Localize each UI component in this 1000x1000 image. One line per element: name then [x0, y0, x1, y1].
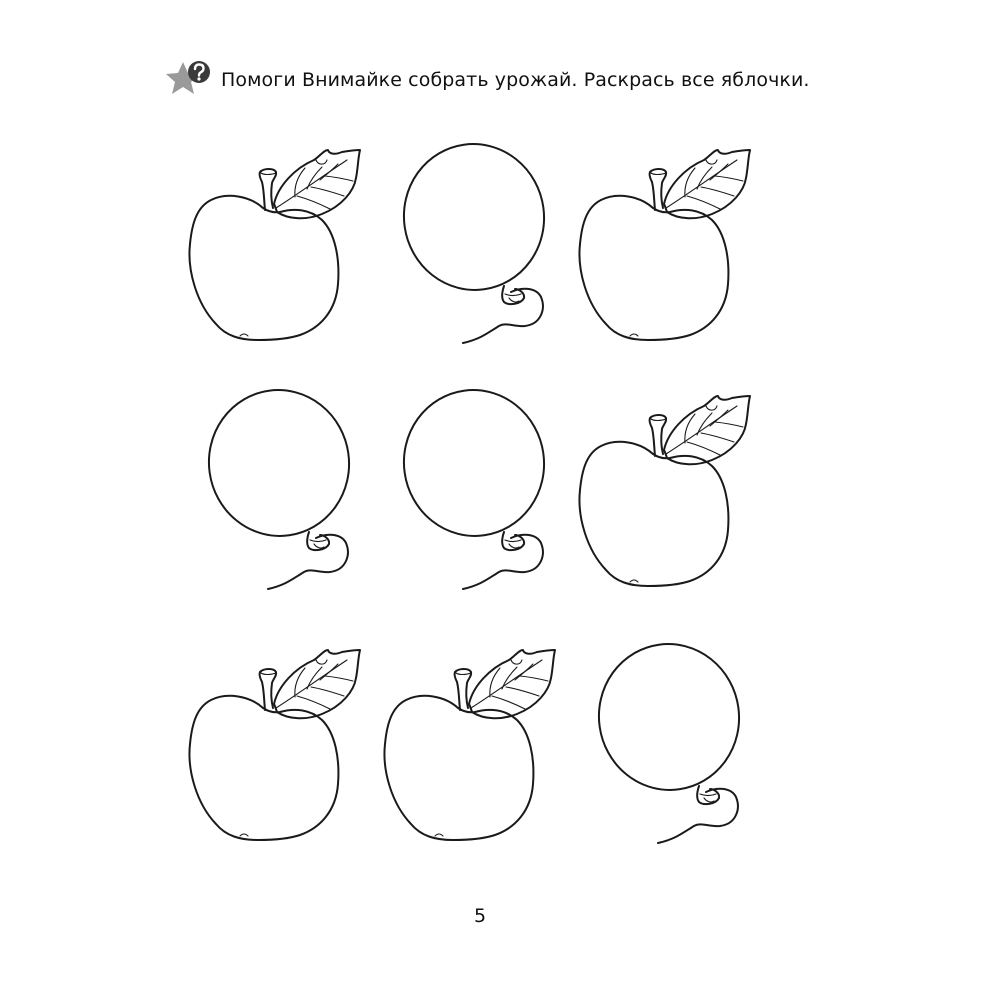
balloon-icon	[365, 392, 565, 592]
task-instruction	[163, 58, 883, 102]
apple-icon	[170, 646, 370, 846]
apple-icon	[170, 146, 370, 346]
apple-drawing	[170, 646, 370, 846]
apple-drawing	[560, 146, 760, 346]
apple-drawing	[170, 146, 370, 346]
apple-icon	[365, 646, 565, 846]
apple-drawing	[560, 392, 760, 592]
star-question-icon	[163, 58, 213, 102]
apple-icon	[560, 392, 760, 592]
apple-icon	[560, 146, 760, 346]
balloon-icon	[365, 146, 565, 346]
page-number: 5	[473, 905, 487, 927]
balloon-drawing	[560, 646, 760, 846]
instruction-text: Помоги Внимайке собрать урожай. Раскрась все яблочки.	[221, 69, 810, 91]
balloon-drawing	[170, 392, 370, 592]
balloon-icon	[560, 646, 760, 846]
balloon-drawing	[365, 146, 565, 346]
balloon-icon	[170, 392, 370, 592]
apple-drawing	[365, 646, 565, 846]
balloon-drawing	[365, 392, 565, 592]
